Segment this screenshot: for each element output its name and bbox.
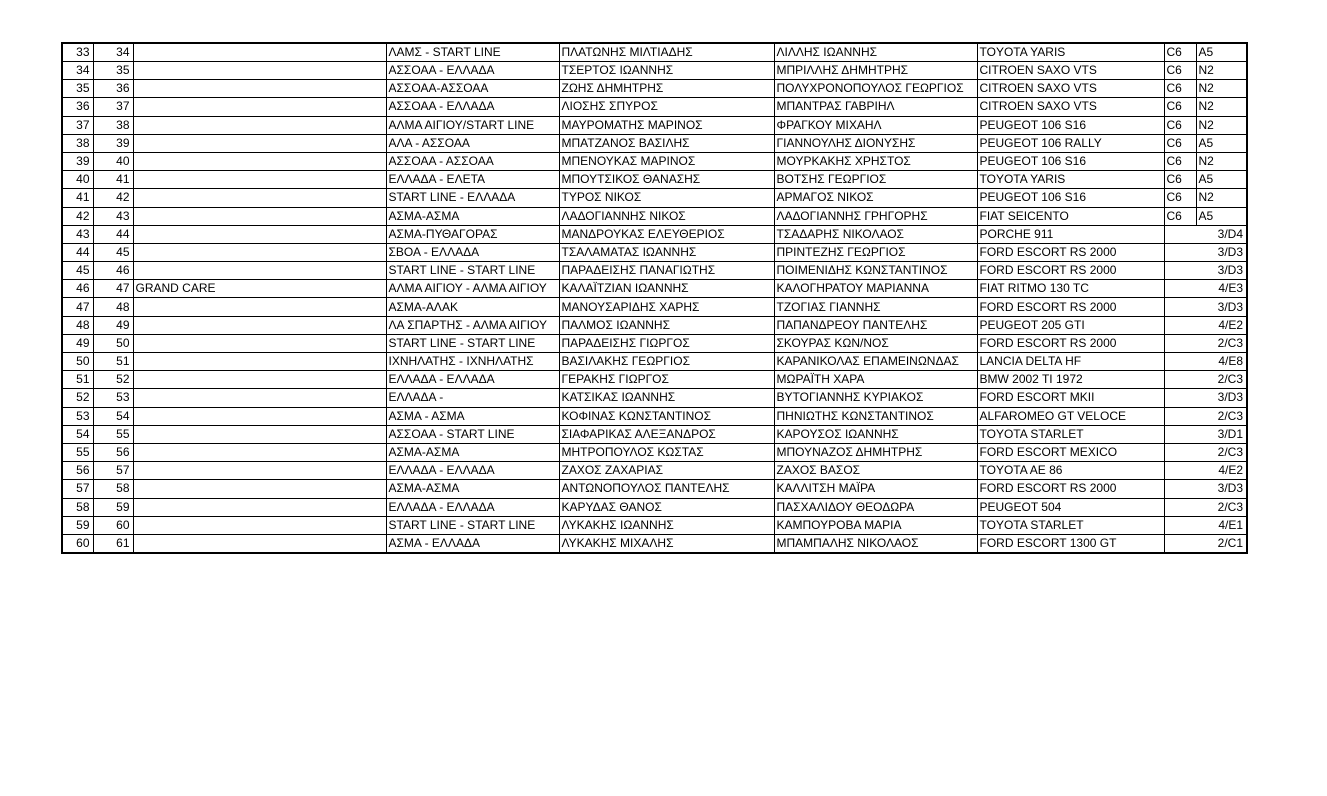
car-cell: TOYOTA YARIS bbox=[977, 171, 1164, 189]
position-cell: 55 bbox=[62, 443, 93, 461]
class-cell: 2/C3 bbox=[1164, 498, 1247, 516]
codriver-cell: ΖΑΧΟΣ ΒΑΣΟΣ bbox=[774, 462, 977, 480]
team-cell bbox=[133, 462, 386, 480]
driver-cell: ΛΥΚΑΚΗΣ ΜΙΧΑΛΗΣ bbox=[559, 534, 774, 553]
race-number-cell: 61 bbox=[93, 534, 133, 553]
team-cell bbox=[133, 516, 386, 534]
class-cell: 4/E2 bbox=[1164, 316, 1247, 334]
table-row bbox=[62, 62, 1247, 80]
team-cell bbox=[133, 62, 386, 80]
class-cell: N2 bbox=[1196, 80, 1247, 98]
club-cell: ΑΛΜΑ ΑΙΓΙΟΥ - ΑΛΜΑ ΑΙΓΙΟΥ bbox=[386, 280, 559, 298]
codriver-cell: ΠΑΣΧΑΛΙΔΟΥ ΘΕΟΔΩΡΑ bbox=[774, 498, 977, 516]
class-cell: 3/D1 bbox=[1164, 425, 1247, 443]
codriver-cell: ΚΑΡΟΥΣΟΣ ΙΩΑΝΝΗΣ bbox=[774, 425, 977, 443]
race-number-cell: 34 bbox=[93, 43, 133, 62]
group-cell: C6 bbox=[1164, 152, 1196, 170]
class-cell: A5 bbox=[1196, 207, 1247, 225]
club-cell: ΑΣΜΑ-ΑΣΜΑ bbox=[386, 207, 559, 225]
position-cell: 33 bbox=[62, 43, 93, 62]
club-cell: ΑΣΣΟΑΑ - START LINE bbox=[386, 425, 559, 443]
car-cell: FORD ESCORT MEXICO bbox=[977, 443, 1164, 461]
codriver-cell: ΠΟΙΜΕΝΙΔΗΣ ΚΩΝΣΤΑΝΤΙΝΟΣ bbox=[774, 262, 977, 280]
race-number-cell: 36 bbox=[93, 80, 133, 98]
class-cell: 2/C3 bbox=[1164, 371, 1247, 389]
class-cell: 4/E3 bbox=[1164, 280, 1247, 298]
team-cell: GRAND CARE bbox=[133, 280, 386, 298]
table-row bbox=[62, 98, 1247, 116]
codriver-cell: ΓΙΑΝΝΟΥΛΗΣ ΔΙΟΝΥΣΗΣ bbox=[774, 134, 977, 152]
team-cell bbox=[133, 243, 386, 261]
group-cell: C6 bbox=[1164, 43, 1196, 62]
club-cell: ΑΣΜΑ-ΑΣΜΑ bbox=[386, 480, 559, 498]
club-cell: ΛΑ ΣΠΑΡΤΗΣ - ΑΛΜΑ ΑΙΓΙΟΥ bbox=[386, 316, 559, 334]
club-cell: ΕΛΛΑΔΑ - bbox=[386, 389, 559, 407]
class-cell: 4/E8 bbox=[1164, 353, 1247, 371]
race-number-cell: 51 bbox=[93, 353, 133, 371]
entry-list-table bbox=[61, 42, 1248, 554]
class-cell: A5 bbox=[1196, 171, 1247, 189]
codriver-cell: ΚΑΜΠΟΥΡΟΒΑ ΜΑΡΙΑ bbox=[774, 516, 977, 534]
race-number-cell: 49 bbox=[93, 316, 133, 334]
codriver-cell: ΠΡΙΝΤΕΖΗΣ ΓΕΩΡΓΙΟΣ bbox=[774, 243, 977, 261]
race-number-cell: 47 bbox=[93, 280, 133, 298]
codriver-cell: ΜΩΡΑΪΤΗ ΧΑΡΑ bbox=[774, 371, 977, 389]
car-cell: LANCIA DELTA HF bbox=[977, 353, 1164, 371]
table-row bbox=[62, 534, 1247, 553]
car-cell: CITROEN SAXO VTS bbox=[977, 80, 1164, 98]
driver-cell: ΚΑΛΑΪΤΖΙΑΝ ΙΩΑΝΝΗΣ bbox=[559, 280, 774, 298]
class-cell: 4/E2 bbox=[1164, 462, 1247, 480]
table-row bbox=[62, 462, 1247, 480]
codriver-cell: ΚΑΛΛΙΤΣΗ ΜΑΪΡΑ bbox=[774, 480, 977, 498]
club-cell: ΕΛΛΑΔΑ - ΕΛΛΑΔΑ bbox=[386, 498, 559, 516]
team-cell bbox=[133, 389, 386, 407]
club-cell: ΛΑΜΣ - START LINE bbox=[386, 43, 559, 62]
car-cell: FORD ESCORT RS 2000 bbox=[977, 262, 1164, 280]
table-row bbox=[62, 80, 1247, 98]
codriver-cell: ΛΑΔΟΓΙΑΝΝΗΣ ΓΡΗΓΟΡΗΣ bbox=[774, 207, 977, 225]
team-cell bbox=[133, 80, 386, 98]
driver-cell: ΛΥΚΑΚΗΣ ΙΩΑΝΝΗΣ bbox=[559, 516, 774, 534]
driver-cell: ΛΑΔΟΓΙΑΝΝΗΣ ΝΙΚΟΣ bbox=[559, 207, 774, 225]
driver-cell: ΖΩΗΣ ΔΗΜΗΤΡΗΣ bbox=[559, 80, 774, 98]
driver-cell: ΣΙΑΦΑΡΙΚΑΣ ΑΛΕΞΑΝΔΡΟΣ bbox=[559, 425, 774, 443]
codriver-cell: ΣΚΟΥΡΑΣ ΚΩΝ/ΝΟΣ bbox=[774, 334, 977, 352]
driver-cell: ΤΣΕΡΤΟΣ ΙΩΑΝΝΗΣ bbox=[559, 62, 774, 80]
club-cell: ΑΣΜΑ-ΠΥΘΑΓΟΡΑΣ bbox=[386, 225, 559, 243]
position-cell: 35 bbox=[62, 80, 93, 98]
position-cell: 53 bbox=[62, 407, 93, 425]
club-cell: ΑΛΜΑ ΑΙΓΙΟΥ/START LINE bbox=[386, 116, 559, 134]
car-cell: TOYOTA STARLET bbox=[977, 425, 1164, 443]
table-row bbox=[62, 480, 1247, 498]
driver-cell: ΑΝΤΩΝΟΠΟΥΛΟΣ ΠΑΝΤΕΛΗΣ bbox=[559, 480, 774, 498]
car-cell: PEUGEOT 205 GTI bbox=[977, 316, 1164, 334]
codriver-cell: ΤΣΑΔΑΡΗΣ ΝΙΚΟΛΑΟΣ bbox=[774, 225, 977, 243]
race-number-cell: 39 bbox=[93, 134, 133, 152]
codriver-cell: ΜΠΑΜΠΑΛΗΣ ΝΙΚΟΛΑΟΣ bbox=[774, 534, 977, 553]
codriver-cell: ΚΑΡΑΝΙΚΟΛΑΣ ΕΠΑΜΕΙΝΩΝΔΑΣ bbox=[774, 353, 977, 371]
table-row bbox=[62, 298, 1247, 316]
position-cell: 41 bbox=[62, 189, 93, 207]
race-number-cell: 37 bbox=[93, 98, 133, 116]
driver-cell: ΚΑΡΥΔΑΣ ΘΑΝΟΣ bbox=[559, 498, 774, 516]
codriver-cell: ΜΠΡΙΛΛΗΣ ΔΗΜΗΤΡΗΣ bbox=[774, 62, 977, 80]
race-number-cell: 44 bbox=[93, 225, 133, 243]
team-cell bbox=[133, 298, 386, 316]
club-cell: ΕΛΛΑΔΑ - ΕΛΕΤΑ bbox=[386, 171, 559, 189]
group-cell: C6 bbox=[1164, 134, 1196, 152]
table-row bbox=[62, 225, 1247, 243]
team-cell bbox=[133, 98, 386, 116]
car-cell: FORD ESCORT 1300 GT bbox=[977, 534, 1164, 553]
codriver-cell: ΠΑΠΑΝΔΡΕΟΥ ΠΑΝΤΕΛΗΣ bbox=[774, 316, 977, 334]
race-number-cell: 45 bbox=[93, 243, 133, 261]
car-cell: FORD ESCORT RS 2000 bbox=[977, 480, 1164, 498]
table-row bbox=[62, 280, 1247, 298]
position-cell: 38 bbox=[62, 134, 93, 152]
position-cell: 48 bbox=[62, 316, 93, 334]
team-cell bbox=[133, 189, 386, 207]
position-cell: 58 bbox=[62, 498, 93, 516]
driver-cell: ΓΕΡΑΚΗΣ ΓΙΩΡΓΟΣ bbox=[559, 371, 774, 389]
position-cell: 54 bbox=[62, 425, 93, 443]
club-cell: ΑΣΜΑ - ΕΛΛΑΔΑ bbox=[386, 534, 559, 553]
club-cell: ΑΛΑ - ΑΣΣΟΑΑ bbox=[386, 134, 559, 152]
table-row bbox=[62, 371, 1247, 389]
position-cell: 37 bbox=[62, 116, 93, 134]
club-cell: ΑΣΣΟΑΑ - ΑΣΣΟΑΑ bbox=[386, 152, 559, 170]
position-cell: 57 bbox=[62, 480, 93, 498]
car-cell: PEUGEOT 106 RALLY bbox=[977, 134, 1164, 152]
position-cell: 44 bbox=[62, 243, 93, 261]
class-cell: 3/D3 bbox=[1164, 298, 1247, 316]
position-cell: 43 bbox=[62, 225, 93, 243]
codriver-cell: ΤΖΟΓΙΑΣ ΓΙΑΝΝΗΣ bbox=[774, 298, 977, 316]
club-cell: START LINE - START LINE bbox=[386, 334, 559, 352]
driver-cell: ΜΠΕΝΟΥΚΑΣ ΜΑΡΙΝΟΣ bbox=[559, 152, 774, 170]
position-cell: 36 bbox=[62, 98, 93, 116]
driver-cell: ΜΑΥΡΟΜΑΤΗΣ ΜΑΡΙΝΟΣ bbox=[559, 116, 774, 134]
table-row bbox=[62, 243, 1247, 261]
team-cell bbox=[133, 443, 386, 461]
race-number-cell: 48 bbox=[93, 298, 133, 316]
car-cell: PEUGEOT 106 S16 bbox=[977, 152, 1164, 170]
race-number-cell: 50 bbox=[93, 334, 133, 352]
position-cell: 52 bbox=[62, 389, 93, 407]
race-number-cell: 59 bbox=[93, 498, 133, 516]
class-cell: 2/C3 bbox=[1164, 443, 1247, 461]
team-cell bbox=[133, 498, 386, 516]
car-cell: PEUGEOT 504 bbox=[977, 498, 1164, 516]
team-cell bbox=[133, 225, 386, 243]
club-cell: ΕΛΛΑΔΑ - ΕΛΛΑΔΑ bbox=[386, 462, 559, 480]
driver-cell: ΒΑΣΙΛΑΚΗΣ ΓΕΩΡΓΙΟΣ bbox=[559, 353, 774, 371]
team-cell bbox=[133, 171, 386, 189]
driver-cell: ΚΟΦΙΝΑΣ ΚΩΝΣΤΑΝΤΙΝΟΣ bbox=[559, 407, 774, 425]
group-cell: C6 bbox=[1164, 207, 1196, 225]
team-cell bbox=[133, 425, 386, 443]
entry-list-body bbox=[62, 43, 1247, 553]
class-cell: 4/E1 bbox=[1164, 516, 1247, 534]
driver-cell: ΜΗΤΡΟΠΟΥΛΟΣ ΚΩΣΤΑΣ bbox=[559, 443, 774, 461]
position-cell: 50 bbox=[62, 353, 93, 371]
race-number-cell: 60 bbox=[93, 516, 133, 534]
race-number-cell: 43 bbox=[93, 207, 133, 225]
codriver-cell: ΑΡΜΑΓΟΣ ΝΙΚΟΣ bbox=[774, 189, 977, 207]
race-number-cell: 42 bbox=[93, 189, 133, 207]
team-cell bbox=[133, 316, 386, 334]
table-row bbox=[62, 207, 1247, 225]
position-cell: 42 bbox=[62, 207, 93, 225]
class-cell: 3/D3 bbox=[1164, 262, 1247, 280]
table-row bbox=[62, 498, 1247, 516]
codriver-cell: ΜΟΥΡΚΑΚΗΣ ΧΡΗΣΤΟΣ bbox=[774, 152, 977, 170]
class-cell: 2/C3 bbox=[1164, 334, 1247, 352]
driver-cell: ΜΑΝΔΡΟΥΚΑΣ ΕΛΕΥΘΕΡΙΟΣ bbox=[559, 225, 774, 243]
position-cell: 49 bbox=[62, 334, 93, 352]
car-cell: FORD ESCORT MKII bbox=[977, 389, 1164, 407]
team-cell bbox=[133, 207, 386, 225]
table-row bbox=[62, 171, 1247, 189]
class-cell: 3/D3 bbox=[1164, 243, 1247, 261]
car-cell: FIAT RITMO 130 TC bbox=[977, 280, 1164, 298]
codriver-cell: ΜΠΑΝΤΡΑΣ ΓΑΒΡΙΗΛ bbox=[774, 98, 977, 116]
car-cell: TOYOTA STARLET bbox=[977, 516, 1164, 534]
table-row bbox=[62, 516, 1247, 534]
driver-cell: ΠΑΡΑΔΕΙΣΗΣ ΠΑΝΑΓΙΩΤΗΣ bbox=[559, 262, 774, 280]
team-cell bbox=[133, 134, 386, 152]
club-cell: ΙΧΝΗΛΑΤΗΣ - ΙΧΝΗΛΑΤΗΣ bbox=[386, 353, 559, 371]
driver-cell: ΠΛΑΤΩΝΗΣ ΜΙΛΤΙΑΔΗΣ bbox=[559, 43, 774, 62]
car-cell: ALFAROMEO GT VELOCE bbox=[977, 407, 1164, 425]
car-cell: PEUGEOT 106 S16 bbox=[977, 189, 1164, 207]
class-cell: N2 bbox=[1196, 189, 1247, 207]
group-cell: C6 bbox=[1164, 80, 1196, 98]
club-cell: ΑΣΜΑ-ΑΛΑΚ bbox=[386, 298, 559, 316]
driver-cell: ΠΑΛΜΟΣ ΙΩΑΝΝΗΣ bbox=[559, 316, 774, 334]
driver-cell: ΖΑΧΟΣ ΖΑΧΑΡΙΑΣ bbox=[559, 462, 774, 480]
group-cell: C6 bbox=[1164, 189, 1196, 207]
class-cell: N2 bbox=[1196, 98, 1247, 116]
race-number-cell: 55 bbox=[93, 425, 133, 443]
codriver-cell: ΠΗΝΙΩΤΗΣ ΚΩΝΣΤΑΝΤΙΝΟΣ bbox=[774, 407, 977, 425]
race-number-cell: 46 bbox=[93, 262, 133, 280]
race-number-cell: 56 bbox=[93, 443, 133, 461]
driver-cell: ΚΑΤΣΙΚΑΣ ΙΩΑΝΝΗΣ bbox=[559, 389, 774, 407]
car-cell: PEUGEOT 106 S16 bbox=[977, 116, 1164, 134]
group-cell: C6 bbox=[1164, 171, 1196, 189]
race-number-cell: 54 bbox=[93, 407, 133, 425]
team-cell bbox=[133, 262, 386, 280]
class-cell: 2/C3 bbox=[1164, 407, 1247, 425]
driver-cell: ΜΠΑΤΖΑΝΟΣ ΒΑΣΙΛΗΣ bbox=[559, 134, 774, 152]
car-cell: TOYOTA AE 86 bbox=[977, 462, 1164, 480]
team-cell bbox=[133, 353, 386, 371]
position-cell: 45 bbox=[62, 262, 93, 280]
club-cell: ΑΣΜΑ - ΑΣΜΑ bbox=[386, 407, 559, 425]
class-cell: A5 bbox=[1196, 134, 1247, 152]
table-row bbox=[62, 316, 1247, 334]
club-cell: ΑΣΣΟΑΑ-ΑΣΣΟΑΑ bbox=[386, 80, 559, 98]
race-number-cell: 52 bbox=[93, 371, 133, 389]
car-cell: BMW 2002 TI 1972 bbox=[977, 371, 1164, 389]
team-cell bbox=[133, 407, 386, 425]
table-row bbox=[62, 443, 1247, 461]
club-cell: START LINE - ΕΛΛΑΔΑ bbox=[386, 189, 559, 207]
codriver-cell: ΠΟΛΥΧΡΟΝΟΠΟΥΛΟΣ ΓΕΩΡΓΙΟΣ bbox=[774, 80, 977, 98]
club-cell: START LINE - START LINE bbox=[386, 262, 559, 280]
car-cell: PORCHE 911 bbox=[977, 225, 1164, 243]
team-cell bbox=[133, 480, 386, 498]
race-number-cell: 35 bbox=[93, 62, 133, 80]
race-number-cell: 58 bbox=[93, 480, 133, 498]
club-cell: ΑΣΣΟΑΑ - ΕΛΛΑΔΑ bbox=[386, 98, 559, 116]
codriver-cell: ΛΙΛΛΗΣ ΙΩΑΝΝΗΣ bbox=[774, 43, 977, 62]
table-row bbox=[62, 116, 1247, 134]
driver-cell: ΛΙΟΣΗΣ ΣΠΥΡΟΣ bbox=[559, 98, 774, 116]
team-cell bbox=[133, 116, 386, 134]
driver-cell: ΜΠΟΥΤΣΙΚΟΣ ΘΑΝΑΣΗΣ bbox=[559, 171, 774, 189]
team-cell bbox=[133, 152, 386, 170]
team-cell bbox=[133, 334, 386, 352]
codriver-cell: ΚΑΛΟΓΗΡΑΤΟΥ ΜΑΡΙΑΝΝΑ bbox=[774, 280, 977, 298]
class-cell: N2 bbox=[1196, 152, 1247, 170]
table-row bbox=[62, 334, 1247, 352]
class-cell: N2 bbox=[1196, 62, 1247, 80]
car-cell: TOYOTA YARIS bbox=[977, 43, 1164, 62]
race-number-cell: 40 bbox=[93, 152, 133, 170]
car-cell: FORD ESCORT RS 2000 bbox=[977, 298, 1164, 316]
position-cell: 34 bbox=[62, 62, 93, 80]
table-row bbox=[62, 353, 1247, 371]
codriver-cell: ΒΥΤΟΓΙΑΝΝΗΣ ΚΥΡΙΑΚΟΣ bbox=[774, 389, 977, 407]
club-cell: ΑΣΜΑ-ΑΣΜΑ bbox=[386, 443, 559, 461]
table-row bbox=[62, 189, 1247, 207]
table-row bbox=[62, 262, 1247, 280]
class-cell: 3/D4 bbox=[1164, 225, 1247, 243]
driver-cell: ΤΥΡΟΣ ΝΙΚΟΣ bbox=[559, 189, 774, 207]
position-cell: 59 bbox=[62, 516, 93, 534]
position-cell: 39 bbox=[62, 152, 93, 170]
table-row bbox=[62, 425, 1247, 443]
team-cell bbox=[133, 534, 386, 553]
group-cell: C6 bbox=[1164, 116, 1196, 134]
table-row bbox=[62, 389, 1247, 407]
car-cell: FORD ESCORT RS 2000 bbox=[977, 243, 1164, 261]
table-row bbox=[62, 43, 1247, 62]
group-cell: C6 bbox=[1164, 62, 1196, 80]
team-cell bbox=[133, 371, 386, 389]
table-row bbox=[62, 407, 1247, 425]
table-row bbox=[62, 152, 1247, 170]
race-number-cell: 57 bbox=[93, 462, 133, 480]
race-number-cell: 53 bbox=[93, 389, 133, 407]
class-cell: 3/D3 bbox=[1164, 389, 1247, 407]
position-cell: 51 bbox=[62, 371, 93, 389]
table-row bbox=[62, 134, 1247, 152]
race-number-cell: 38 bbox=[93, 116, 133, 134]
codriver-cell: ΜΠΟΥΝΑΖΟΣ ΔΗΜΗΤΡΗΣ bbox=[774, 443, 977, 461]
driver-cell: ΜΑΝΟΥΣΑΡΙΔΗΣ ΧΑΡΗΣ bbox=[559, 298, 774, 316]
class-cell: A5 bbox=[1196, 43, 1247, 62]
race-number-cell: 41 bbox=[93, 171, 133, 189]
club-cell: ΕΛΛΑΔΑ - ΕΛΛΑΔΑ bbox=[386, 371, 559, 389]
car-cell: FORD ESCORT RS 2000 bbox=[977, 334, 1164, 352]
codriver-cell: ΦΡΑΓΚΟΥ ΜΙΧΑΗΛ bbox=[774, 116, 977, 134]
position-cell: 40 bbox=[62, 171, 93, 189]
group-cell: C6 bbox=[1164, 98, 1196, 116]
driver-cell: ΤΣΑΛΑΜΑΤΑΣ ΙΩΑΝΝΗΣ bbox=[559, 243, 774, 261]
position-cell: 56 bbox=[62, 462, 93, 480]
driver-cell: ΠΑΡΑΔΕΙΣΗΣ ΓΙΩΡΓΟΣ bbox=[559, 334, 774, 352]
position-cell: 46 bbox=[62, 280, 93, 298]
car-cell: CITROEN SAXO VTS bbox=[977, 62, 1164, 80]
codriver-cell: ΒΟΤΣΗΣ ΓΕΩΡΓΙΟΣ bbox=[774, 171, 977, 189]
position-cell: 60 bbox=[62, 534, 93, 553]
class-cell: 3/D3 bbox=[1164, 480, 1247, 498]
club-cell: START LINE - START LINE bbox=[386, 516, 559, 534]
class-cell: N2 bbox=[1196, 116, 1247, 134]
club-cell: ΣΒΟΑ - ΕΛΛΑΔΑ bbox=[386, 243, 559, 261]
car-cell: CITROEN SAXO VTS bbox=[977, 98, 1164, 116]
car-cell: FIAT SEICENTO bbox=[977, 207, 1164, 225]
class-cell: 2/C1 bbox=[1164, 534, 1247, 553]
team-cell bbox=[133, 43, 386, 62]
position-cell: 47 bbox=[62, 298, 93, 316]
club-cell: ΑΣΣΟΑΑ - ΕΛΛΑΔΑ bbox=[386, 62, 559, 80]
